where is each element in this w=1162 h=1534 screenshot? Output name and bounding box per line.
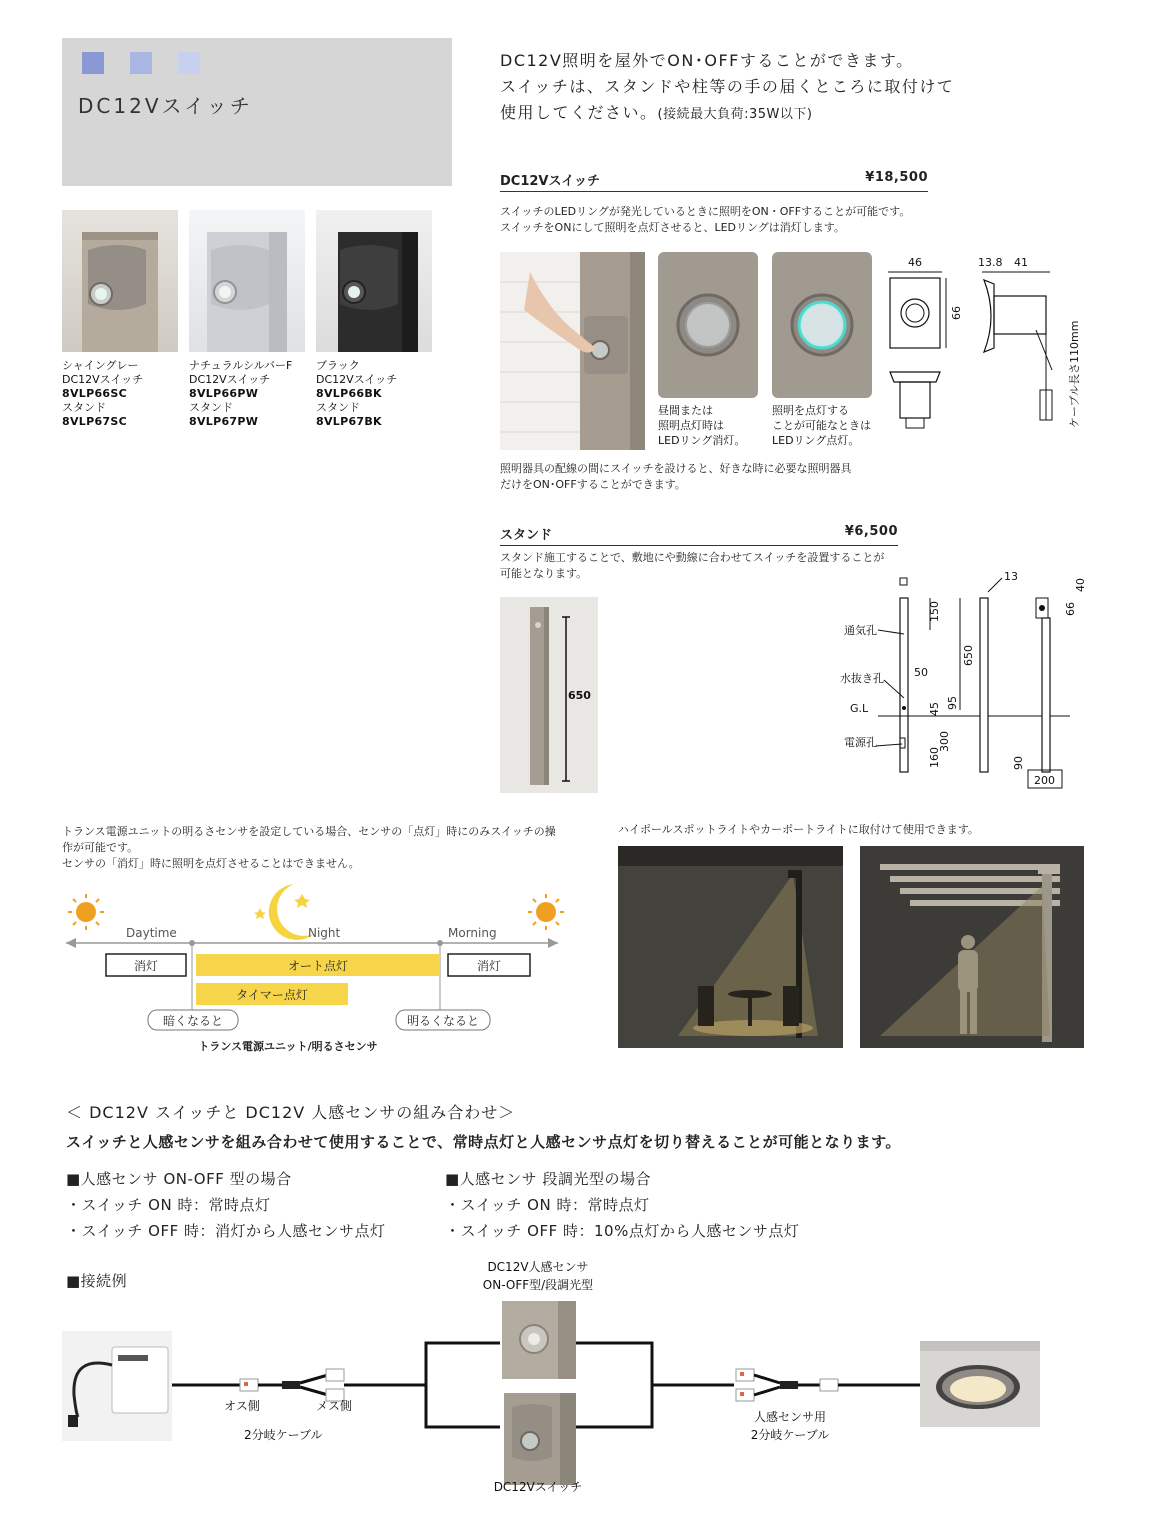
- led-ring-on-icon: [772, 252, 872, 398]
- variant-color: ナチュラルシルバーF: [189, 359, 293, 372]
- caption-led-off: [658, 403, 768, 448]
- moon-icon: [254, 884, 314, 940]
- variant-code: 8VLP66BK: [316, 387, 382, 400]
- title-box: [62, 38, 452, 186]
- variant-name: DC12Vスイッチ: [189, 373, 271, 386]
- sensor-split-cable-icon: [736, 1369, 838, 1401]
- switch-desc-line: スイッチをONにして照明を点灯させると、LEDリングは消灯します。: [500, 221, 845, 234]
- stand-photo: [500, 597, 598, 793]
- finger-press-icon: [500, 252, 645, 450]
- note-line: 照明器具の配線の間にスイッチを設けると、好きな時に必要な照明器具: [500, 462, 852, 475]
- sun-icon-left: [68, 894, 104, 930]
- dim-40: 40: [1074, 578, 1087, 592]
- combo-right-list: [445, 1166, 865, 1244]
- caption-led-on: [772, 403, 887, 448]
- caption-line: 照明を点灯する: [772, 404, 849, 417]
- usage-note: ハイポールスポットライトやカーポートライトに取付けて使用できます。: [618, 823, 979, 836]
- variant-name: DC12Vスイッチ: [316, 373, 398, 386]
- variant-name: DC12Vスイッチ: [62, 373, 144, 386]
- variant-stand-code: 8VLP67PW: [189, 415, 259, 428]
- sensor-note-line: センサの「消灯」時に照明を点灯させることはできません。: [62, 857, 360, 870]
- label-night: Night: [308, 926, 341, 940]
- dim-150: 150: [928, 601, 941, 622]
- combo-heading: ＜ DC12V スイッチと DC12V 人感センサの組み合わせ＞: [66, 1103, 516, 1122]
- variant-photo-sc: [62, 210, 178, 352]
- caption-line: ことが可能なときは: [772, 419, 871, 432]
- switch-pw-icon: [189, 210, 305, 352]
- stand-product-row: [500, 524, 898, 546]
- dim-width: 46: [908, 256, 922, 269]
- variant-code: 8VLP66SC: [62, 387, 127, 400]
- variant-stand-code: 8VLP67BK: [316, 415, 382, 428]
- stand-price: ¥6,500: [844, 524, 898, 539]
- label-female-side: メス側: [316, 1399, 353, 1413]
- label-sensor-cable-1: 人感センサ用: [753, 1410, 827, 1424]
- label-sensor-2: ON-OFF型/段調光型: [482, 1278, 594, 1292]
- label-sensor-cable-2: 2分岐ケーブル: [750, 1428, 830, 1442]
- label-sensor-1: DC12V人感センサ: [487, 1260, 589, 1274]
- combo-left-list: [66, 1166, 436, 1244]
- label-gl: G.L: [850, 702, 869, 715]
- variant-caption-bk: [316, 359, 441, 429]
- switch-price: ¥18,500: [865, 170, 928, 185]
- caption-line: LEDリング消灯。: [658, 434, 746, 447]
- stand-dimension-drawing: [838, 570, 1098, 800]
- label-when-bright: 明るくなると: [406, 1014, 480, 1028]
- switch-use-photo: [500, 252, 645, 450]
- carport-scene-icon: [860, 846, 1084, 1048]
- switch-description: [500, 204, 940, 236]
- variant-color: ブラック: [316, 359, 360, 372]
- dc12v-switch-icon: [504, 1393, 576, 1485]
- switch-dimension-drawing: [880, 250, 1090, 440]
- stand-desc-line: スタンド施工することで、敷地にや動線に合わせてスイッチを設置することが: [500, 551, 885, 564]
- dim-depth-b: 41: [1014, 256, 1028, 269]
- motion-sensor-icon: [502, 1301, 576, 1379]
- dim-650: 650: [962, 645, 975, 666]
- dim-90: 90: [1012, 756, 1025, 770]
- switch-bk-icon: [316, 210, 432, 352]
- spotlight-scene-icon: [618, 846, 843, 1048]
- label-power-hole: 電源孔: [844, 736, 877, 749]
- label-when-dark: 暗くなると: [162, 1014, 224, 1028]
- page-title: DC12Vスイッチ: [78, 94, 253, 118]
- transformer-unit-icon: [62, 1331, 172, 1441]
- intro-text: [500, 48, 1060, 128]
- stand-desc-line: 可能となります。: [500, 567, 588, 580]
- intro-line-2: スイッチは、スタンドや柱等の手の届くところに取付けて: [500, 77, 955, 96]
- dim-depth-a: 13.8: [978, 256, 1003, 269]
- sensor-note: [62, 824, 582, 872]
- label-vent-hole: 通気孔: [844, 624, 877, 637]
- connection-heading: ■接続例: [66, 1272, 128, 1290]
- dim-height: 66: [950, 306, 963, 320]
- label-switch: DC12Vスイッチ: [493, 1480, 583, 1494]
- switch-product-name: DC12Vスイッチ: [500, 174, 600, 189]
- dim-95: 95: [946, 696, 959, 710]
- variant-stand-label: スタンド: [189, 401, 233, 414]
- variant-stand-code: 8VLP67SC: [62, 415, 127, 428]
- sun-icon-right: [528, 894, 564, 930]
- stand-post-icon: [500, 597, 598, 793]
- variant-code: 8VLP66PW: [189, 387, 259, 400]
- label-morning: Morning: [448, 926, 497, 940]
- stand-product-name: スタンド: [500, 528, 553, 543]
- led-ring-off-icon: [658, 252, 758, 398]
- note-line: だけをON･OFFすることができます。: [500, 478, 686, 491]
- color-square-3: [178, 52, 200, 74]
- caption-line: LEDリング点灯。: [772, 434, 860, 447]
- variant-caption-pw: [189, 359, 314, 429]
- dim-300: 300: [938, 731, 951, 752]
- label-2way-cable: 2分岐ケーブル: [244, 1428, 323, 1442]
- dim-160: 160: [928, 747, 941, 768]
- dim-66: 66: [1064, 602, 1077, 616]
- label-off-right: 消灯: [476, 959, 502, 973]
- label-daytime: Daytime: [126, 926, 177, 940]
- dim-50: 50: [914, 666, 928, 679]
- switch-off-photo: [658, 252, 758, 398]
- intro-line-3: [500, 100, 1060, 128]
- combo-left-item: ・スイッチ ON 時：常時点灯: [66, 1196, 271, 1214]
- variant-photo-bk: [316, 210, 432, 352]
- switch-on-photo: [772, 252, 872, 398]
- scene-carport-photo: [860, 846, 1084, 1048]
- combo-left-item: ・スイッチ OFF 時：消灯から人感センサ点灯: [66, 1222, 386, 1240]
- color-square-1: [82, 52, 104, 74]
- intro-line-1: DC12V照明を屋外でON･OFFすることができます。: [500, 51, 914, 70]
- switch-product-row: [500, 170, 928, 192]
- dim-13: 13: [1004, 570, 1018, 583]
- variant-stand-label: スタンド: [62, 401, 106, 414]
- label-male-side: オス側: [224, 1399, 260, 1413]
- intro-note: (接続最大負荷:35W以下): [657, 107, 813, 122]
- label-auto-on: オート点灯: [287, 959, 349, 973]
- combo-right-item: ・スイッチ OFF 時：10%点灯から人感センサ点灯: [445, 1222, 800, 1240]
- combo-right-title: ■人感センサ 段調光型の場合: [445, 1170, 651, 1188]
- sensor-note-line: 作が可能です。: [62, 841, 139, 854]
- label-timer-on: タイマー点灯: [236, 988, 308, 1002]
- scene-spotlight-photo: [618, 846, 843, 1048]
- switch-wiring-note: [500, 461, 900, 493]
- stand-height-label: 650: [568, 689, 591, 702]
- downlight-icon: [920, 1341, 1040, 1427]
- dim-cable-length: ケーブル長さ110mm: [1068, 320, 1081, 428]
- sensor-timeline-diagram: [58, 880, 578, 1060]
- connection-diagram: [60, 1255, 1110, 1505]
- split-cable-icon: [240, 1369, 344, 1401]
- variant-color: シャイングレー: [62, 359, 139, 372]
- sensor-note-line: トランス電源ユニットの明るさセンサを設定している場合、センサの「点灯」時にのみスイッチの操: [62, 825, 556, 838]
- color-square-2: [130, 52, 152, 74]
- label-off-left: 消灯: [133, 959, 159, 973]
- switch-sc-icon: [62, 210, 178, 352]
- variant-photo-pw: [189, 210, 305, 352]
- variant-stand-label: スタンド: [316, 401, 360, 414]
- dim-200: 200: [1034, 774, 1055, 787]
- combo-right-item: ・スイッチ ON 時：常時点灯: [445, 1196, 650, 1214]
- caption-line: 昼間または: [658, 404, 713, 417]
- combo-left-title: ■人感センサ ON-OFF 型の場合: [66, 1170, 292, 1188]
- switch-desc-line: スイッチのLEDリングが発光しているときに照明をON・OFFすることが可能です。: [500, 205, 911, 218]
- variant-caption-sc: [62, 359, 187, 429]
- timeline-caption: トランス電源ユニット/明るさセンサ: [198, 1040, 378, 1053]
- combo-lead: スイッチと人感センサを組み合わせて使用することで、常時点灯と人感センサ点灯を切り替えることが可能となります。: [66, 1133, 901, 1151]
- label-drain-hole: 水抜き孔: [840, 672, 884, 685]
- caption-line: 照明点灯時は: [658, 419, 724, 432]
- dim-45: 45: [928, 702, 941, 716]
- intro-last: 使用してください。: [500, 103, 658, 122]
